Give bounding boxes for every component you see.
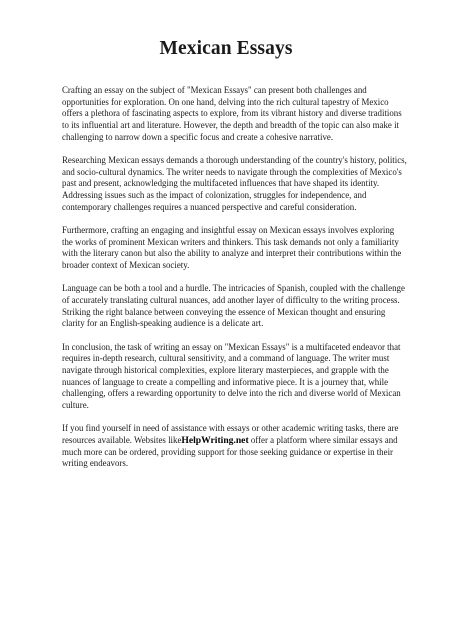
paragraph-closing: [62, 423, 407, 470]
closing-text-after-link: offer a platform where similar essays and much more can be ordered, providing support for those seeking guidance or expertise in their writing endeavors.: [62, 435, 398, 469]
document-title: Mexican Essays: [159, 38, 293, 59]
closing-text-before-link: If you find yourself in need of assistance with essays or other academic writing tasks, there are resources available. Websites like: [62, 423, 399, 446]
document-body: [62, 85, 407, 482]
paragraph-language: Language can be both a tool and a hurdle. The intricacies of Spanish, coupled with the challenge of accurately translating cultural nuances, add another layer of difficulty to the writing process. Striking the right balance between conveying the essence of Mexican thought and ensuring clarity for an English-speaking audience is a delicate art.: [62, 283, 405, 329]
helpwriting-link[interactable]: HelpWriting.net: [181, 435, 249, 447]
paragraph-literature: Furthermore, crafting an engaging and insightful essay on Mexican essays involves exploring the works of prominent Mexican writers and thinkers. This task demands not only a familiarity with the literary canon but also the ability to analyze and interpret their contributions within the broader context of Mexican society.: [62, 225, 402, 271]
paragraph-research: Researching Mexican essays demands a thorough understanding of the country's history, politics, and socio-cultural dynamics. The writer needs to navigate through the complexities of Mexico's past and present, acknowledging the multifaceted influences that have shaped its identity. Addressing issues such as the impact of colonization, struggles for independence, and contemporary challenges requires a nuanced perspective and careful consideration.: [62, 155, 407, 212]
paragraph-intro: Crafting an essay on the subject of "Mexican Essays" can present both challenges and opportunities for exploration. On one hand, delving into the rich cultural tapestry of Mexico offers a plethora of fascinating aspects to explore, from its vibrant history and diverse traditions to its influential art and literature. However, the depth and breadth of the topic can also make it challenging to narrow down a specific focus and create a cohesive narrative.: [62, 85, 402, 142]
paragraph-conclusion: In conclusion, the task of writing an essay on "Mexican Essays" is a multifaceted endeavor that requires in-depth research, cultural sensitivity, and a command of language. The writer must navigate through historical complexities, explore literary masterpieces, and grapple with the nuances of language to create a compelling and informative piece. It is a journey that, while challenging, offers a rewarding opportunity to delve into the rich and diverse world of Mexican culture.: [62, 341, 401, 411]
